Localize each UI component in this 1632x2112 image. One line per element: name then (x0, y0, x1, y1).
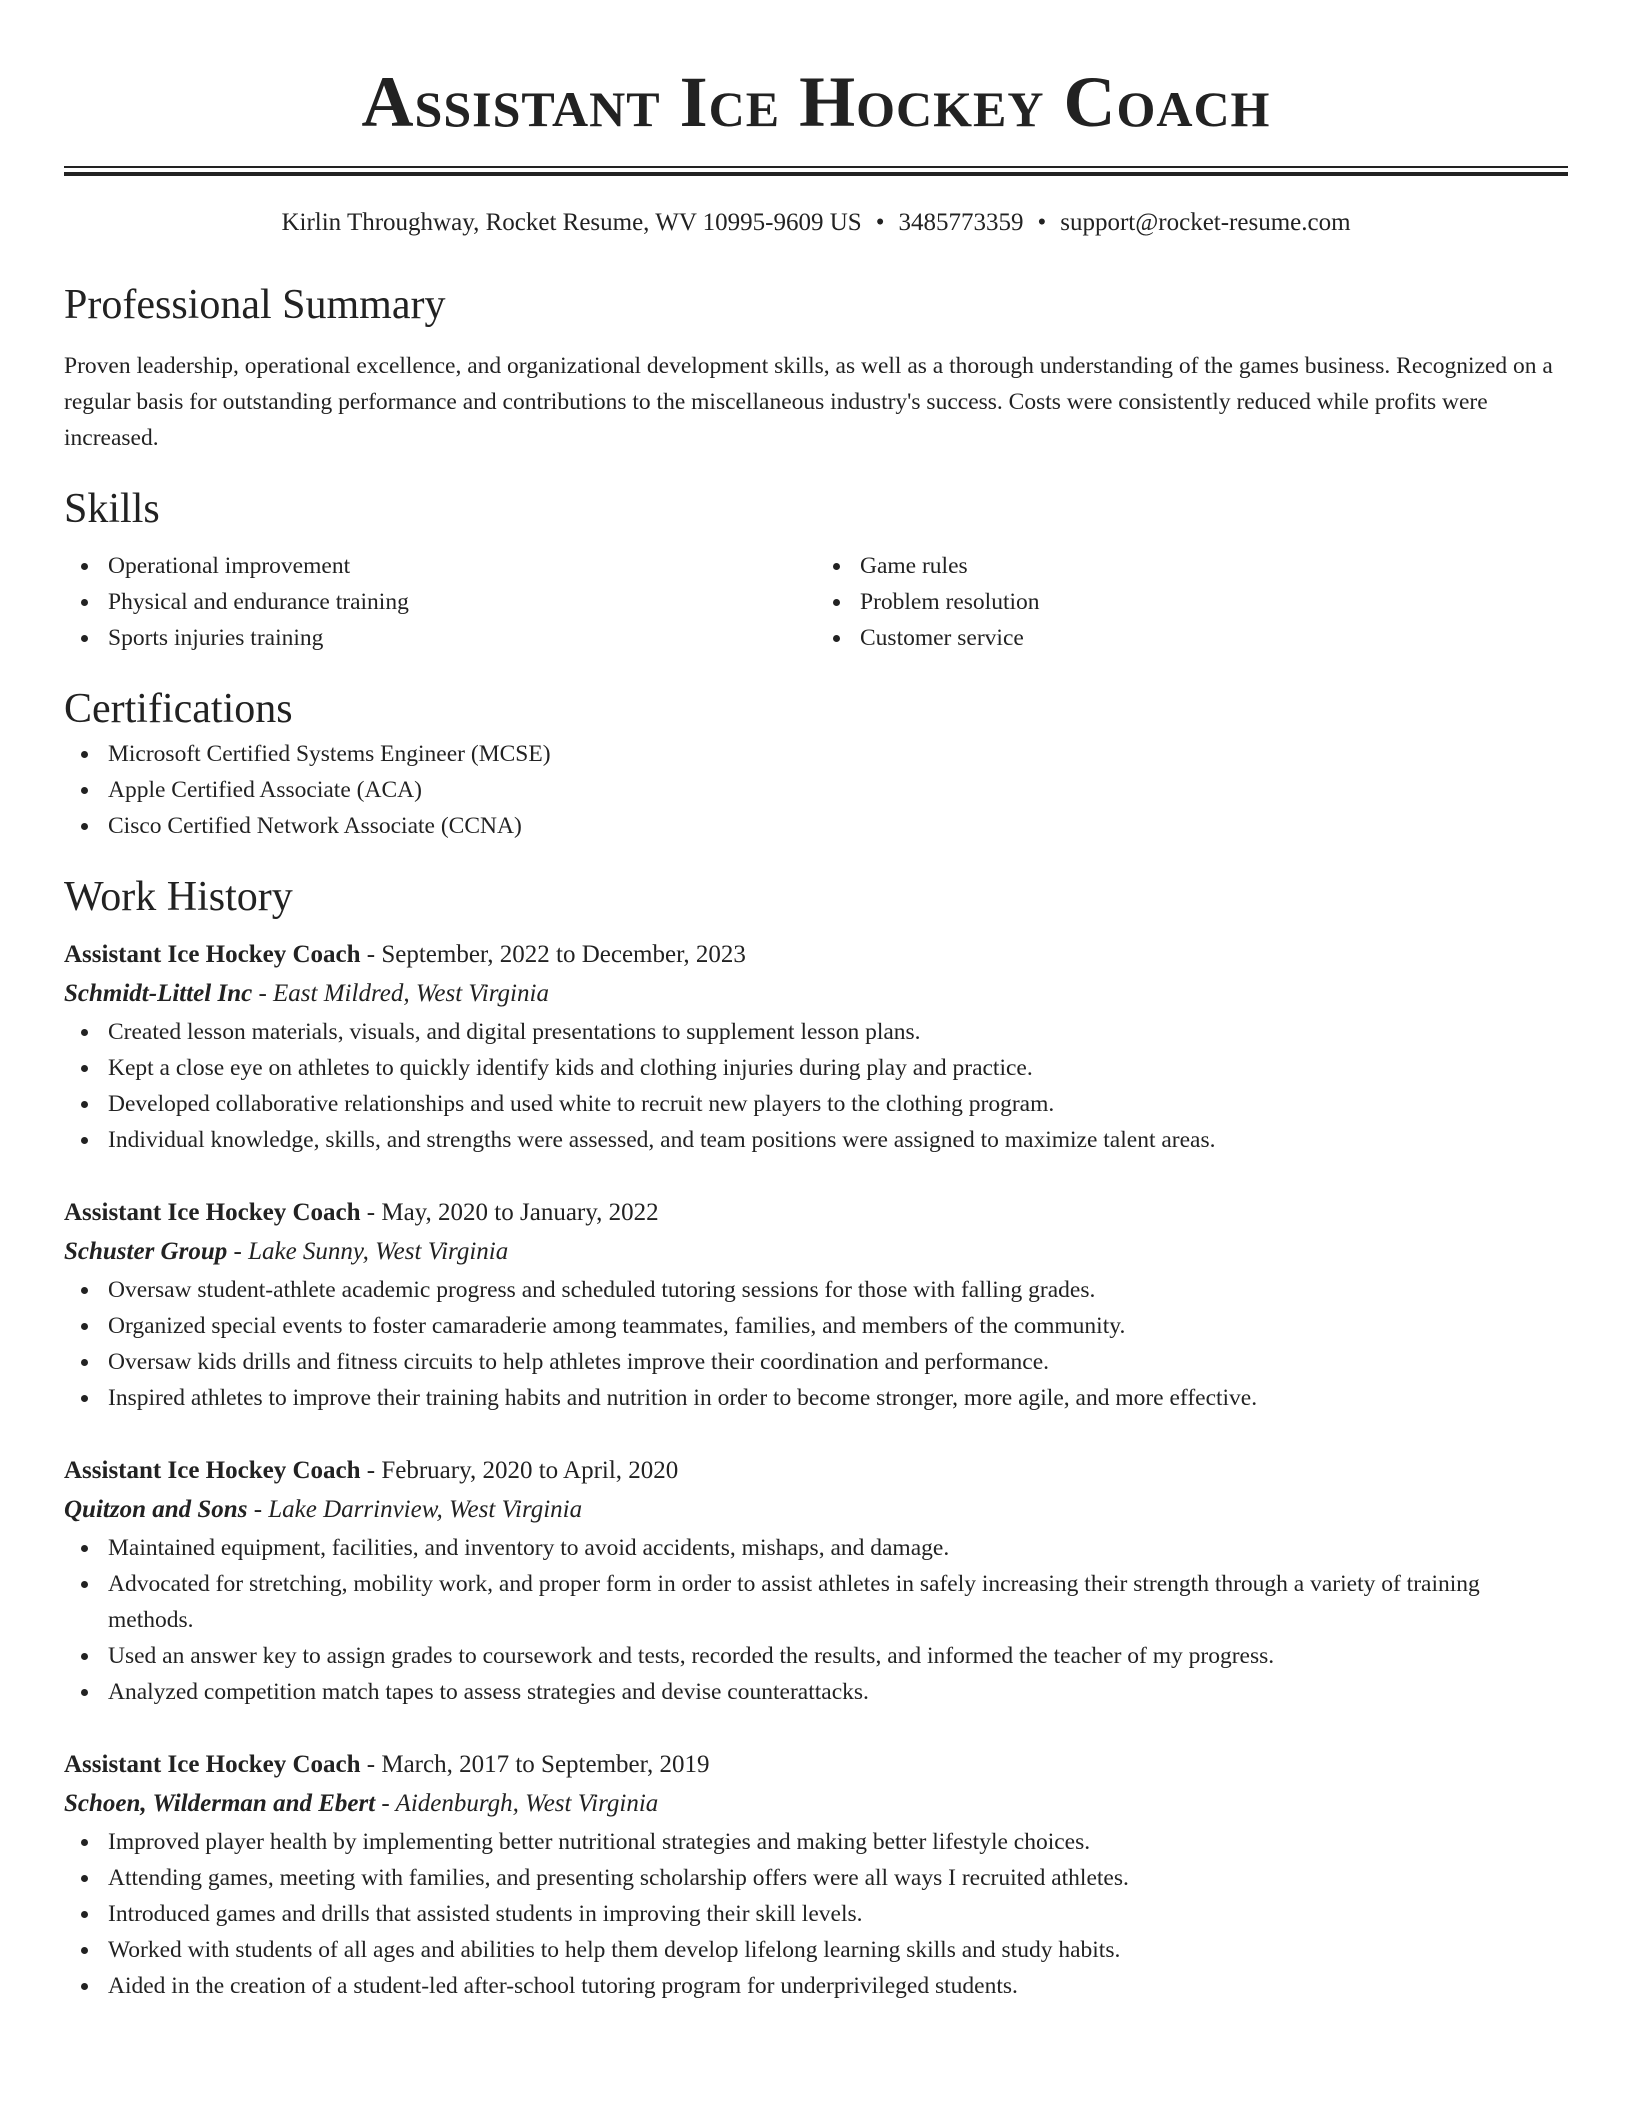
job-duty: Aided in the creation of a student-led after-school tutoring program for underprivileged students. (64, 1968, 1568, 2004)
skills-column-left (64, 548, 816, 656)
company-location: East Mildred, West Virginia (273, 980, 549, 1007)
company-dash: - (227, 1238, 249, 1265)
company-name: Schoen, Wilderman and Ebert (64, 1790, 376, 1817)
job-header (64, 1194, 1568, 1232)
job-dates: May, 2020 to January, 2022 (381, 1199, 659, 1226)
company-dash: - (252, 980, 274, 1007)
job-dates: March, 2017 to September, 2019 (381, 1751, 710, 1778)
certifications-heading: Certifications (64, 686, 293, 732)
job-duties-list (64, 1014, 1568, 1158)
job-title: Assistant Ice Hockey Coach (64, 941, 361, 968)
job-duty: Kept a close eye on athletes to quickly identify kids and clothing injuries during play and practice. (64, 1050, 1568, 1086)
job-duty: Advocated for stretching, mobility work, and proper form in order to assist athletes in safely increasing their strength through a variety of training methods. (64, 1566, 1568, 1638)
job-duties-list (64, 1824, 1568, 2004)
company-name: Schuster Group (64, 1238, 228, 1265)
skill-item: Problem resolution (816, 584, 1568, 620)
company-line (64, 1784, 1568, 1824)
job-duty: Created lesson materials, visuals, and digital presentations to supplement lesson plans. (64, 1014, 1568, 1050)
job-duty: Organized special events to foster camaraderie among teammates, families, and members of the community. (64, 1308, 1568, 1344)
contact-address: Kirlin Throughway, Rocket Resume, WV 10995-9609 US (281, 209, 862, 236)
certification-item: Apple Certified Associate (ACA) (64, 772, 1568, 808)
job-dash: - (360, 1457, 382, 1484)
job-entry (64, 936, 1568, 1158)
job-duties-list (64, 1272, 1568, 1416)
summary-heading: Professional Summary (64, 282, 446, 328)
certifications-list (64, 736, 1568, 844)
job-duty: Analyzed competition match tapes to assess strategies and devise counterattacks. (64, 1674, 1568, 1710)
company-line (64, 974, 1568, 1014)
company-name: Schmidt-Littel Inc (64, 980, 253, 1007)
job-dash: - (360, 1751, 382, 1778)
job-header (64, 936, 1568, 974)
contact-separator: • (1037, 209, 1047, 236)
company-location: Lake Sunny, West Virginia (248, 1238, 509, 1265)
job-duty: Improved player health by implementing better nutritional strategies and making better lifestyle choices. (64, 1824, 1568, 1860)
contact-line (64, 206, 1568, 240)
job-dates: February, 2020 to April, 2020 (381, 1457, 679, 1484)
job-duty: Used an answer key to assign grades to coursework and tests, recorded the results, and informed the teacher of my progress. (64, 1638, 1568, 1674)
job-duty: Inspired athletes to improve their training habits and nutrition in order to become stronger, more agile, and more effective. (64, 1380, 1568, 1416)
company-dash: - (247, 1496, 269, 1523)
company-name: Quitzon and Sons (64, 1496, 248, 1523)
certification-item: Microsoft Certified Systems Engineer (MCSE) (64, 736, 1568, 772)
skills-list-left (64, 548, 816, 656)
skill-item: Customer service (816, 620, 1568, 656)
job-duty: Maintained equipment, facilities, and inventory to avoid accidents, mishaps, and damage. (64, 1530, 1568, 1566)
company-line (64, 1490, 1568, 1530)
skill-item: Operational improvement (64, 548, 816, 584)
job-duty: Introduced games and drills that assisted students in improving their skill levels. (64, 1896, 1568, 1932)
summary-text: Proven leadership, operational excellence, and organizational development skills, as well as a thorough understanding of the games business. Recognized on a regular basis for outstanding performance and contributions to the miscellaneous industry's success. Costs were consistently reduced while profits were increased. (64, 353, 1553, 451)
job-dash: - (360, 941, 382, 968)
resume-title: Assistant Ice Hockey Coach (361, 62, 1271, 142)
job-duty: Developed collaborative relationships and used white to recruit new players to the clothing program. (64, 1086, 1568, 1122)
skills-grid (64, 548, 1568, 656)
contact-separator: • (875, 209, 885, 236)
title-divider (64, 166, 1568, 176)
contact-email: support@rocket-resume.com (1060, 209, 1351, 236)
job-entry (64, 1194, 1568, 1416)
job-duty: Worked with students of all ages and abilities to help them develop lifelong learning skills and study habits. (64, 1932, 1568, 1968)
company-dash: - (375, 1790, 396, 1817)
skill-item: Physical and endurance training (64, 584, 816, 620)
job-duty: Oversaw kids drills and fitness circuits to help athletes improve their coordination and performance. (64, 1344, 1568, 1380)
job-title: Assistant Ice Hockey Coach (64, 1751, 361, 1778)
job-dash: - (360, 1199, 382, 1226)
job-duty: Oversaw student-athlete academic progress and scheduled tutoring sessions for those with falling grades. (64, 1272, 1568, 1308)
contact-phone: 3485773359 (898, 209, 1024, 236)
job-header (64, 1452, 1568, 1490)
job-entry (64, 1452, 1568, 1710)
company-line (64, 1232, 1568, 1272)
skills-heading: Skills (64, 486, 160, 532)
skills-list-right (816, 548, 1568, 656)
job-header (64, 1746, 1568, 1784)
job-duties-list (64, 1530, 1568, 1710)
company-location: Lake Darrinview, West Virginia (268, 1496, 583, 1523)
skill-item: Sports injuries training (64, 620, 816, 656)
job-entry (64, 1746, 1568, 2004)
job-duty: Individual knowledge, skills, and strengths were assessed, and team positions were assigned to maximize talent areas. (64, 1122, 1568, 1158)
job-duty: Attending games, meeting with families, and presenting scholarship offers were all ways I recruited athletes. (64, 1860, 1568, 1896)
skills-column-right (816, 548, 1568, 656)
skill-item: Game rules (816, 548, 1568, 584)
work-history-heading: Work History (64, 874, 293, 920)
job-dates: September, 2022 to December, 2023 (381, 941, 746, 968)
certification-item: Cisco Certified Network Associate (CCNA) (64, 808, 1568, 844)
job-title: Assistant Ice Hockey Coach (64, 1199, 361, 1226)
job-title: Assistant Ice Hockey Coach (64, 1457, 361, 1484)
company-location: Aidenburgh, West Virginia (395, 1790, 659, 1817)
